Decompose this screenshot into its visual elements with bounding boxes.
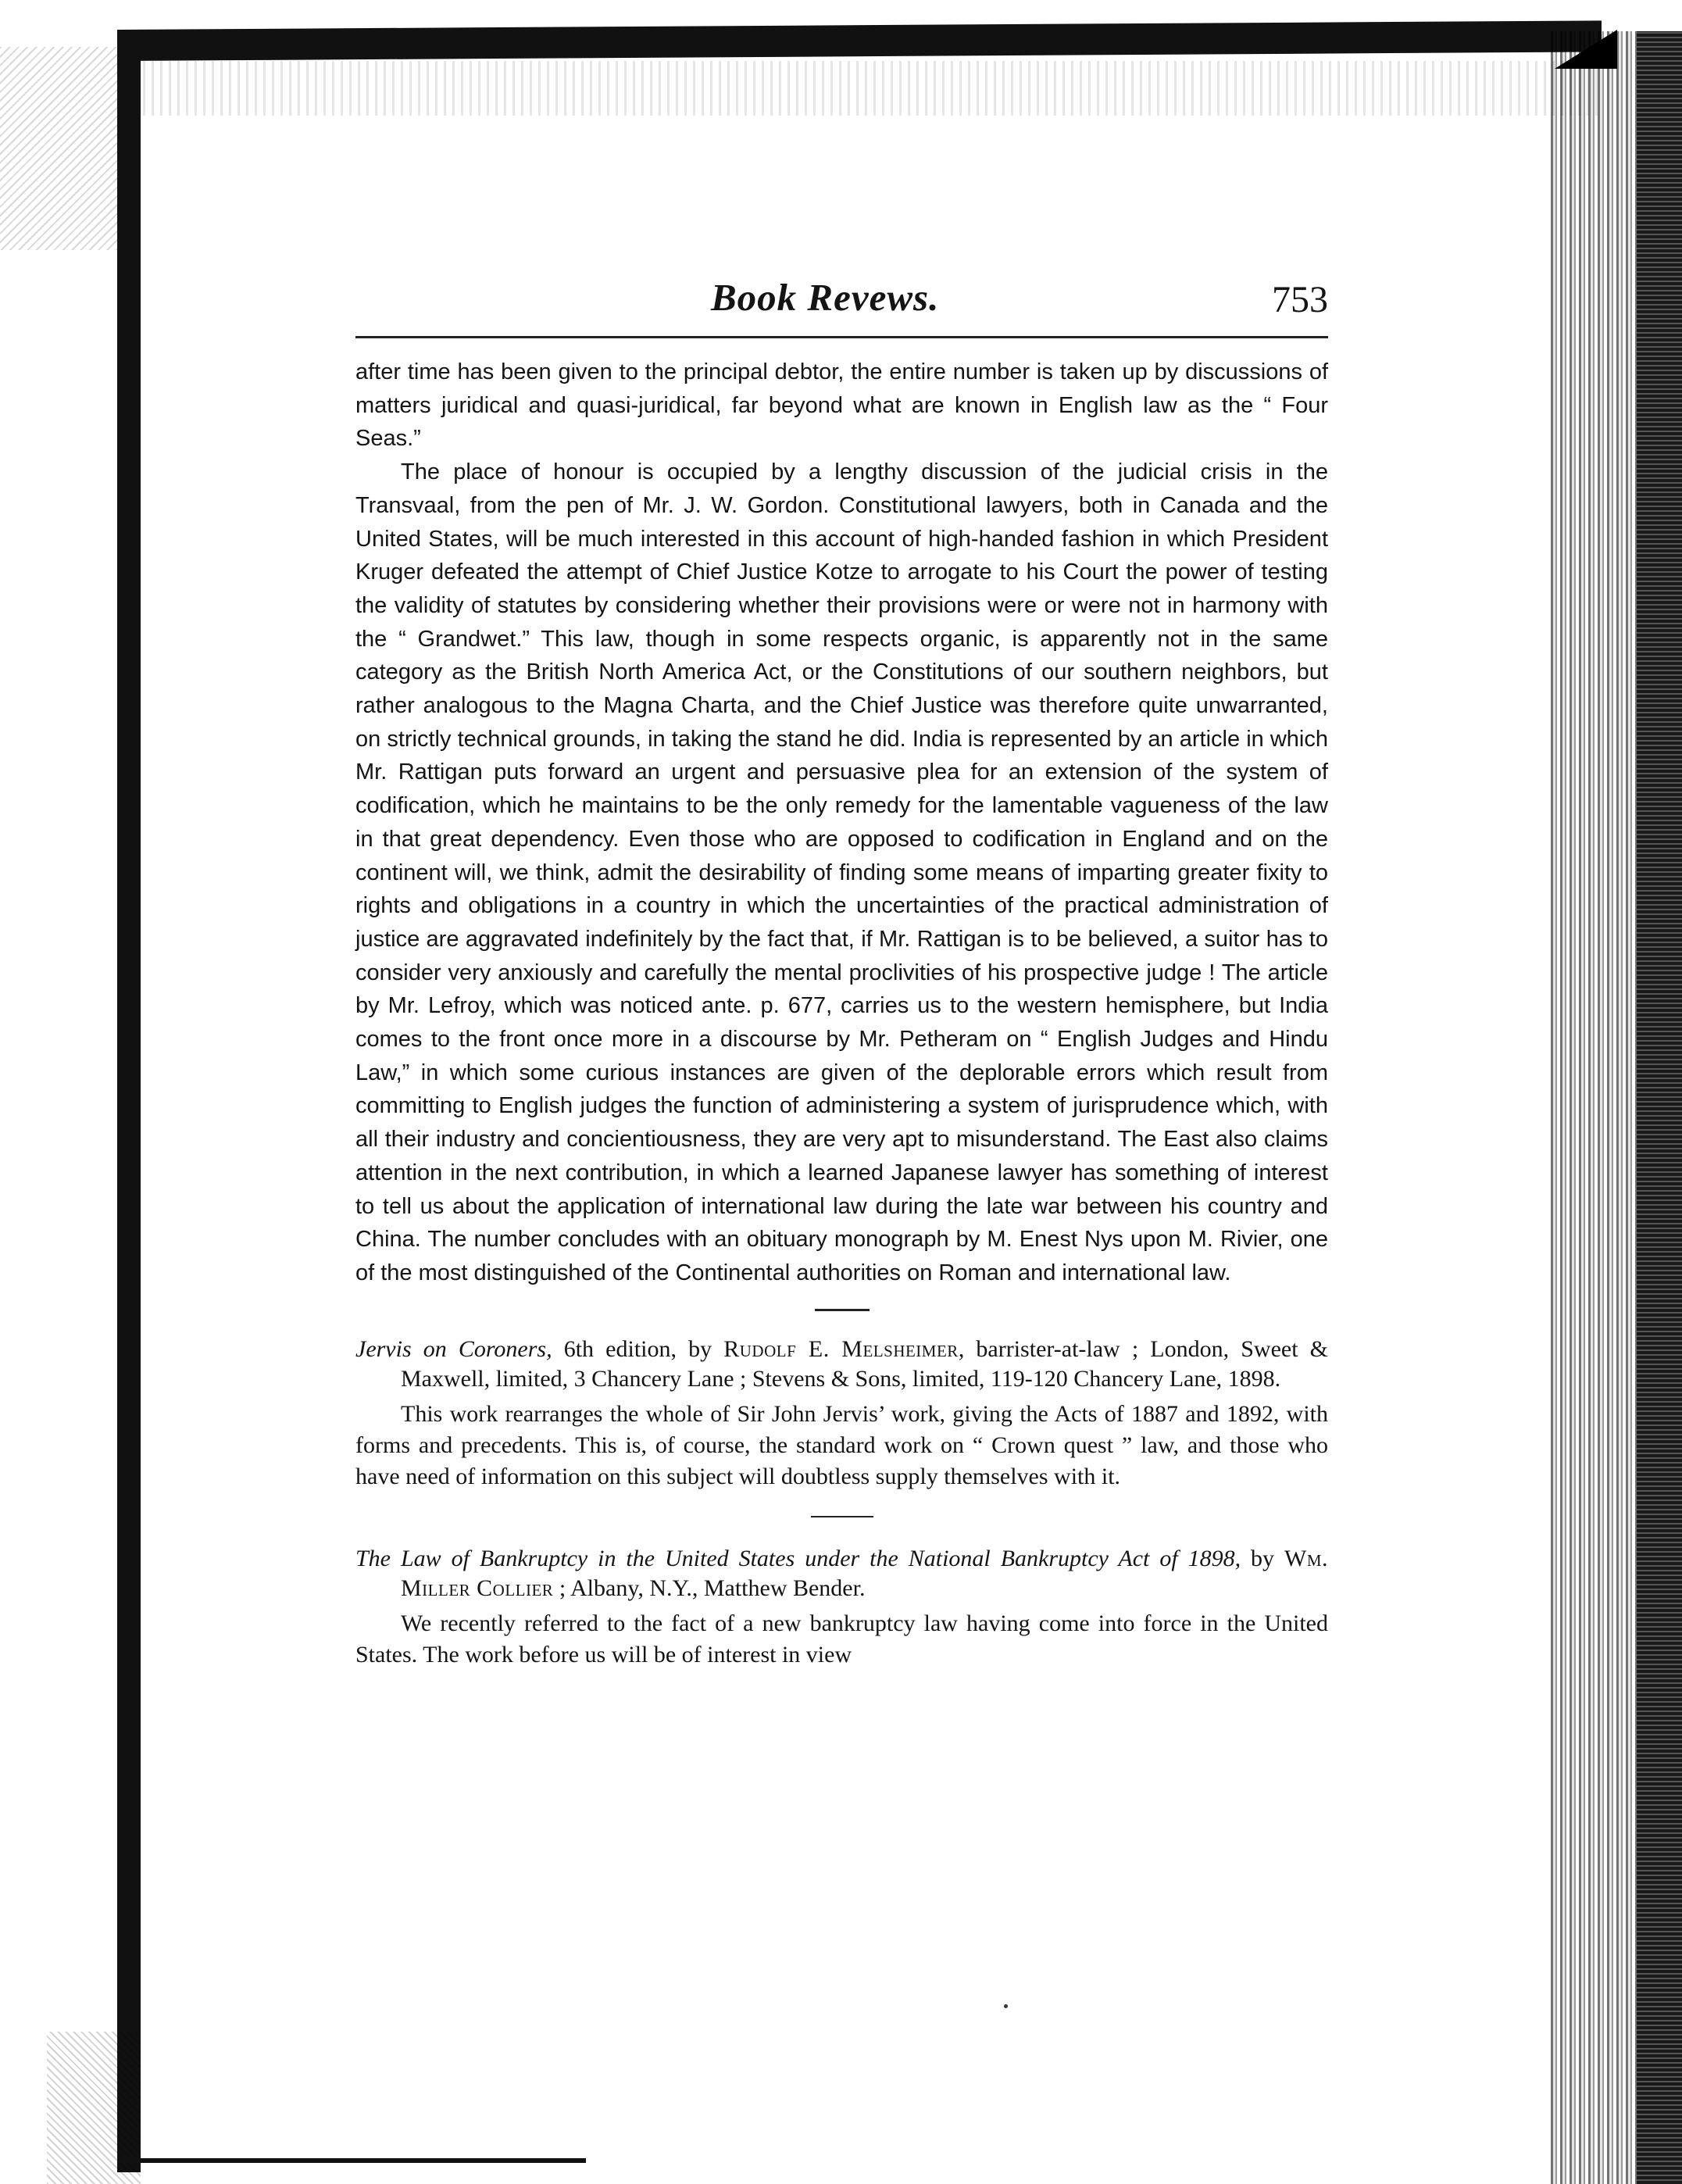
review-publisher: ; Albany, N.Y., Matthew Bender.	[553, 1575, 866, 1601]
review-author: Wm. Miller Collier	[401, 1545, 1329, 1601]
scan-left-noise	[0, 47, 117, 250]
review-citation-bankruptcy	[355, 1544, 1328, 1603]
scan-bottom-edge	[117, 2158, 586, 2163]
review-publisher: , barrister-at-law ; London, Sweet & Maxwell, limited, 3 Chancery Lane ; Stevens & Sons, limited, 119-120 Chancery Lane, 1898.	[401, 1335, 1328, 1392]
scan-left-edge	[117, 31, 141, 2172]
paragraph-transvaal: The place of honour is occupied by a lengthy discussion of the judicial crisis in the Transvaal, from the pen of Mr. J. W. Gordon. Constitutional lawyers, both in Canada and the United States, will be much interested in this account of high-handed fashion in which President Kruger defeated the attempt of Chief Justice Kotze to arrogate to his Court the power of testing the validity of statutes by considering whether their provisions were or were not in harmony with the “ Grandwet.” This law, though in some respects organic, is apparently not in the same category as the British North America Act, or the Constitutions of our southern neighbors, but rather analogous to the Magna Charta, and the Chief Justice was therefore quite unwarranted, on strictly technical grounds, in taking the stand he did. India is represented by an article in which Mr. Rattigan puts forward an urgent and persuasive plea for an extension of the system of codification, which he maintains to be the only remedy for the lamentable vagueness of the law in that great dependency. Even those who are opposed to codification in England and on the continent will, we think, admit the desirability of finding some means of imparting greater fixity to rights and obligations in a country in which the uncertainties of the practical administration of justice are aggravated indefinitely by the fact that, if Mr. Rattigan is to be believed, a suitor has to consider very anxiously and carefully the mental proclivities of his prospective judge ! The article by Mr. Lefroy, which was noticed ante. p. 677, carries us to the western hemisphere, but India comes to the front once more in a discourse by Mr. Petheram on “ English Judges and Hindu Law,” in which some curious instances are given of the deplorable errors which result from committing to English judges the function of administering a system of jurisprudence which, with all their industry and concientiousness, they are very apt to misunderstand. The East also claims attention in the next contribution, in which a learned Japanese lawyer has something of interest to tell us about the application of international law during the late war between his country and China. The number concludes with an obituary monograph by M. Enest Nys upon M. Rivier, one of the most distinguished of the Continental authorities on Roman and international law.	[355, 459, 1328, 1285]
paragraph-continuation: after time has been given to the principal debtor, the entire number is taken up by discussions of matters juridical and quasi-juridical, far beyond what are known in English law as the “ Four Seas.”	[355, 359, 1328, 452]
running-head: Book Revews.	[711, 276, 940, 319]
scan-top-noise	[117, 61, 1602, 116]
review-citation-coroners	[355, 1335, 1328, 1394]
section-divider	[811, 1516, 873, 1517]
review-author: Rudolf E. Melsheimer	[723, 1335, 959, 1362]
review-title: Jervis on Coroners,	[355, 1335, 552, 1362]
review-by: by	[1241, 1545, 1285, 1571]
section-divider	[815, 1309, 870, 1311]
scan-top-edge	[117, 20, 1602, 61]
page-number: 753	[1272, 279, 1328, 320]
book-page	[355, 273, 1328, 1671]
review-body-bankruptcy: We recently referred to the fact of a new bankruptcy law having come into force in the United States. The work before us will be of interest in view	[355, 1610, 1328, 1667]
page-header	[355, 273, 1328, 338]
review-title: The Law of Bankruptcy in the United States under the National Bankruptcy Act of 1898,	[355, 1545, 1241, 1571]
scan-right-edge	[1637, 31, 1682, 2184]
review-edition: 6th edition, by	[552, 1335, 724, 1362]
review-body-coroners: This work rearranges the whole of Sir John Jervis’ work, giving the Acts of 1887 and 1892, with forms and precedents. This is, of course, the standard work on “ Crown quest ” law, and those who have need of information on this subject will doubtless supply themselves with it.	[355, 1400, 1328, 1489]
scan-speck	[1004, 2004, 1008, 2008]
